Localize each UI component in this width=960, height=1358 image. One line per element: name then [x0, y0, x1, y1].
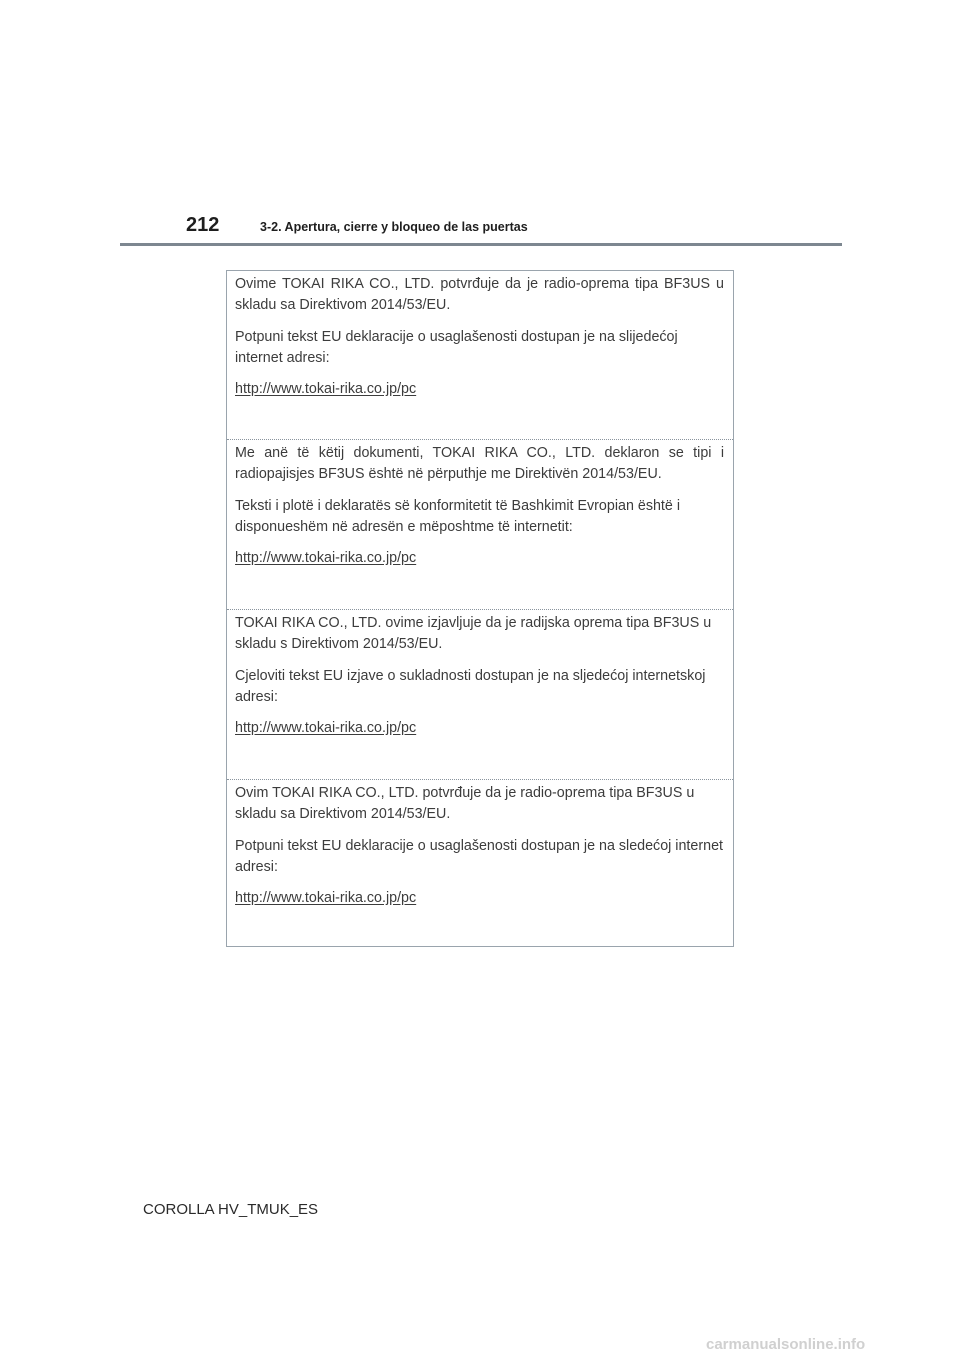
declaration-availability: Potpuni tekst EU deklaracije o usaglašenosti dostupan je na sledećoj internet adresi: [235, 838, 723, 875]
declaration-availability: Cjeloviti tekst EU izjave o sukladnosti dostupan je na sljedećoj internetskoj adresi: [235, 668, 706, 705]
declaration-url-link[interactable]: http://www.tokai-rika.co.jp/pc [235, 550, 417, 566]
declaration-availability: Teksti i plotë i deklaratës së konformitetit të Bashkimit Evropian është i disponueshëm në adresën e mëposhtme të internetit: [235, 498, 680, 535]
watermark: carmanualsonline.info [706, 1336, 866, 1353]
declaration-cell-albanian [227, 439, 733, 609]
header-divider [120, 243, 842, 246]
declaration-url-link[interactable]: http://www.tokai-rika.co.jp/pc [235, 720, 417, 736]
declaration-url-link[interactable]: http://www.tokai-rika.co.jp/pc [235, 381, 417, 397]
declaration-availability: Potpuni tekst EU deklaracije o usaglašenosti dostupan je na slijedećoj internet adresi: [235, 329, 678, 366]
declaration-cell-serbian [227, 779, 733, 946]
section-title: 3-2. Apertura, cierre y bloqueo de las puertas [260, 220, 528, 234]
declarations-box [226, 270, 734, 947]
declaration-cell-croatian [227, 609, 733, 779]
footer-model-code: COROLLA HV_TMUK_ES [143, 1201, 319, 1218]
declaration-url-link[interactable]: http://www.tokai-rika.co.jp/pc [235, 890, 417, 906]
declaration-cell-montenegrin [227, 271, 733, 439]
declaration-statement: TOKAI RIKA CO., LTD. ovime izjavljuje da je radijska oprema tipa BF3US u skladu s Direktivom 2014/53/EU. [235, 615, 712, 652]
declaration-statement: Ovim TOKAI RIKA CO., LTD. potvrđuje da je radio-oprema tipa BF3US u skladu sa Direktivom 2014/53/EU. [235, 785, 695, 822]
declaration-statement: Ovime TOKAI RIKA CO., LTD. potvrđuje da je radio-oprema tipa BF3US u skladu sa Direktivom 2014/53/EU. [235, 276, 724, 313]
page-header [186, 214, 528, 244]
page-number: 212 [186, 214, 220, 236]
declaration-statement: Me anë të këtij dokumenti, TOKAI RIKA CO., LTD. deklaron se tipi i radiopajisjes BF3US është në përputhje me Direktivën 2014/53/EU. [235, 445, 724, 482]
